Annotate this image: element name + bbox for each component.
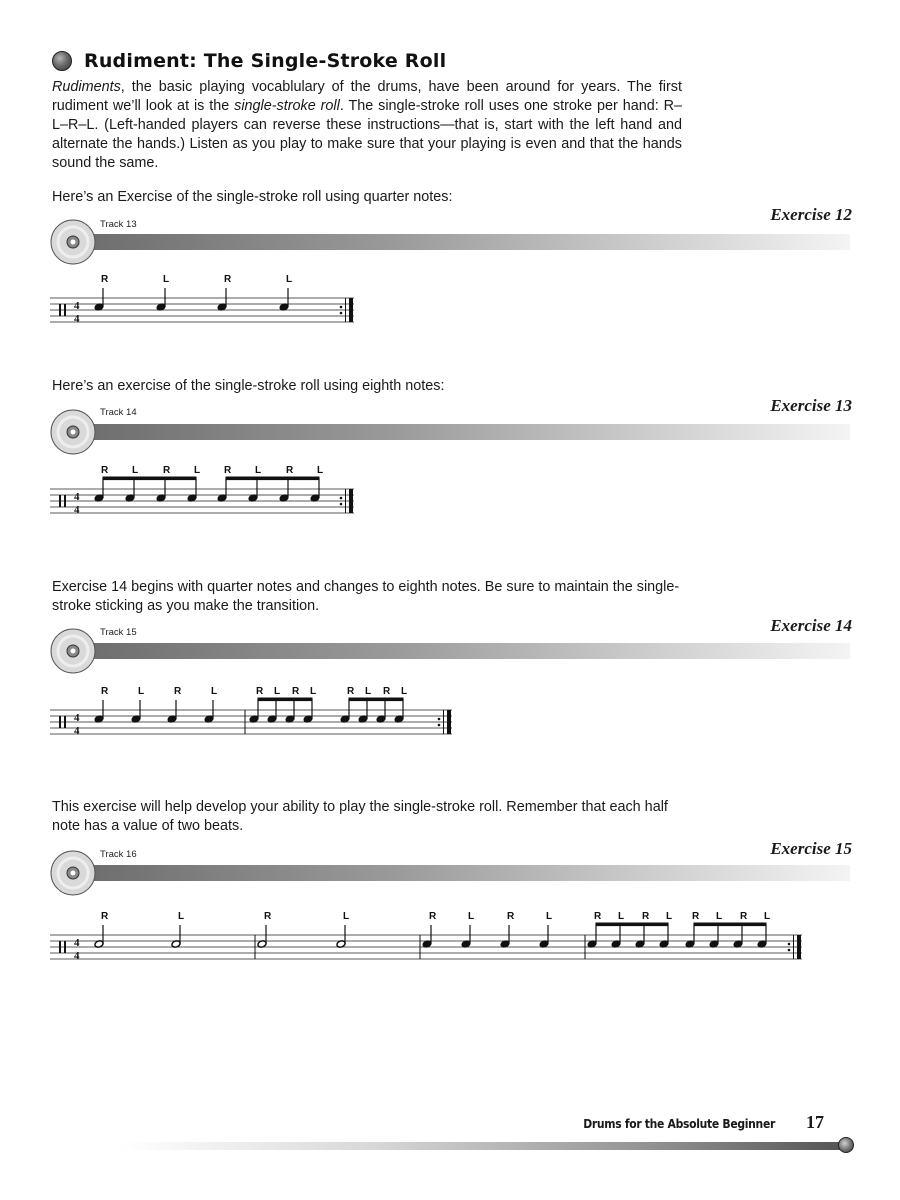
sticking-label: R [594, 911, 602, 922]
sticking-label: R [256, 686, 264, 697]
sticking-label: R [163, 465, 171, 476]
exercise-14-label: Exercise 14 [770, 616, 852, 635]
bullet-icon [52, 51, 72, 71]
sticking-label: R [101, 686, 109, 697]
svg-text:4: 4 [74, 937, 80, 949]
sticking-label: L [546, 911, 553, 922]
time-signature [74, 491, 80, 516]
intro-italic-term: Rudiments [52, 79, 121, 95]
intro-italic-term-2: single-stroke roll [234, 98, 340, 114]
sticking-label: L [468, 911, 475, 922]
sticking-label: R [692, 911, 700, 922]
sticking-label: L [163, 274, 170, 285]
sticking-label: L [365, 686, 372, 697]
svg-text:4: 4 [74, 712, 80, 724]
sticking-label: R [292, 686, 300, 697]
track-bar [90, 234, 850, 250]
track-bar [90, 643, 850, 659]
sticking-label: L [178, 911, 185, 922]
sticking-label: R [224, 274, 232, 285]
track-label: Track 15 [100, 627, 137, 638]
track-bar [90, 865, 850, 881]
sticking-label: L [666, 911, 673, 922]
sticking-label: R [174, 686, 182, 697]
intro-paragraph [52, 78, 682, 173]
svg-text:4: 4 [74, 491, 80, 503]
eighth-notes [587, 923, 767, 948]
sticking-label: L [211, 686, 218, 697]
cd-icon [50, 628, 96, 674]
sticking-label: L [310, 686, 317, 697]
page-number: 17 [806, 1112, 824, 1132]
eighth-notes [249, 698, 404, 723]
sticking-label: R [740, 911, 748, 922]
exercise-15-label: Exercise 15 [770, 839, 852, 858]
exercise-12-lead: Here’s an Exercise of the single-stroke roll using quarter notes: [52, 189, 453, 205]
sticking-label: R [224, 465, 232, 476]
section-heading [52, 48, 446, 74]
exercise-13-label: Exercise 13 [770, 396, 852, 415]
cd-icon [50, 850, 96, 896]
sticking-label: L [716, 911, 723, 922]
sticking-label: R [642, 911, 650, 922]
half-notes [94, 925, 346, 948]
book-title: Drums for the Absolute Beginner [583, 1117, 775, 1131]
exercise-13-lead: Here’s an exercise of the single-stroke roll using eighth notes: [52, 378, 445, 394]
svg-text:4: 4 [74, 950, 80, 962]
quarter-notes [94, 700, 214, 723]
sticking-label: L [132, 465, 139, 476]
sticking-label: R [383, 686, 391, 697]
eighth-notes [94, 477, 320, 502]
exercise-12-label: Exercise 12 [770, 205, 852, 224]
sticking-label: R [101, 911, 109, 922]
sticking-label: L [274, 686, 281, 697]
sticking-label: L [764, 911, 771, 922]
sticking-label: L [138, 686, 145, 697]
track-label: Track 14 [100, 407, 137, 418]
cd-icon [50, 219, 96, 265]
sticking-label: R [101, 465, 109, 476]
sticking-label: R [286, 465, 294, 476]
music-staff-exercise-12 [48, 268, 368, 334]
sticking-label: R [429, 911, 437, 922]
time-signature [74, 712, 80, 737]
sticking-label: R [101, 274, 109, 285]
svg-text:4: 4 [74, 725, 80, 737]
sticking-label: R [264, 911, 272, 922]
track-bar [90, 424, 850, 440]
svg-text:4: 4 [74, 313, 80, 325]
sticking-label: R [507, 911, 515, 922]
sticking-label: L [255, 465, 262, 476]
sticking-label: L [618, 911, 625, 922]
svg-text:4: 4 [74, 300, 80, 312]
intro-text-2: . The single-stroke roll uses one stroke per hand: R–L–R–L. (Left-handed players can reverse these instructions—that is, start with the left hand and alternate the hands.) Listen as you play to make sure that your playing is even and that the hands sound the same. [52, 98, 682, 171]
page-title: Rudiment: The Single-Stroke Roll [84, 50, 447, 72]
sticking-label: L [401, 686, 408, 697]
footer-dot-icon [838, 1137, 854, 1153]
quarter-notes [94, 288, 289, 311]
exercise-14-lead: Exercise 14 begins with quarter notes and changes to eighth notes. Be sure to maintain the single-stroke sticking as you make the transition. [52, 579, 680, 614]
exercise-15-lead: This exercise will help develop your ability to play the single-stroke roll. Remember that each half note has a value of two beats. [52, 799, 668, 834]
svg-text:4: 4 [74, 504, 80, 516]
time-signature [74, 300, 80, 325]
sticking-label: L [194, 465, 201, 476]
footer-rule [120, 1142, 840, 1150]
time-signature [74, 937, 80, 962]
cd-icon [50, 409, 96, 455]
sticking-label: L [286, 274, 293, 285]
music-staff-exercise-13 [48, 459, 368, 525]
sticking-label: L [317, 465, 324, 476]
music-staff-exercise-14 [48, 680, 468, 746]
quarter-notes [422, 925, 549, 948]
intro-text-1: , the basic playing vocablulary of the drums, have been around for years. The first rudiment we’ll look at is the [52, 79, 682, 114]
sticking-label: L [343, 911, 350, 922]
track-label: Track 16 [100, 849, 137, 860]
music-staff-exercise-15 [48, 905, 828, 971]
track-label: Track 13 [100, 219, 137, 230]
sticking-label: R [347, 686, 355, 697]
